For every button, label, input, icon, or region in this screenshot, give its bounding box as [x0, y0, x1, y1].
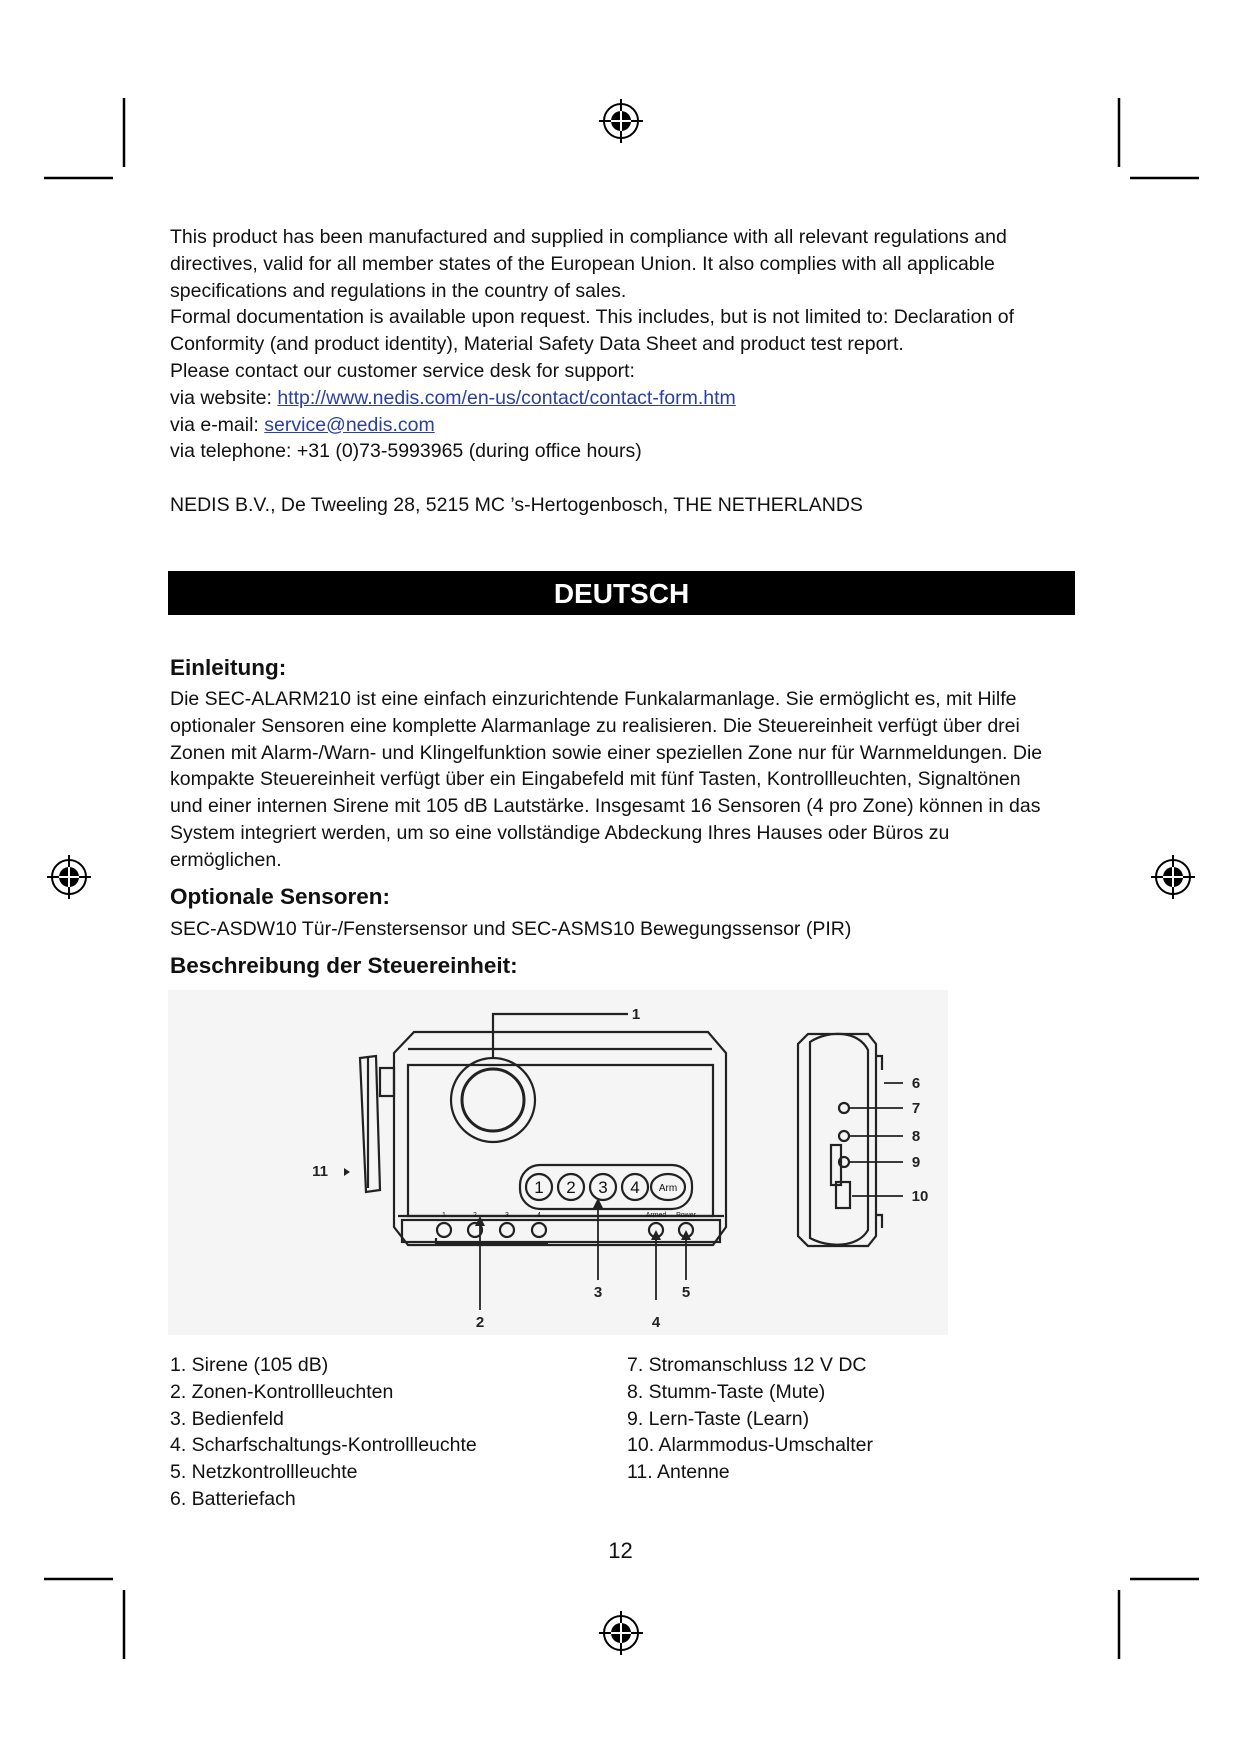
- callout-number: 2: [475, 1314, 485, 1331]
- spacer: [170, 465, 1090, 492]
- einleitung-paragraph: [170, 686, 1085, 874]
- legend-left: [170, 1352, 477, 1513]
- keypad-label: 2: [566, 1178, 576, 1197]
- keypad-label: 4: [630, 1178, 640, 1197]
- website-line: [170, 385, 1090, 412]
- compliance-line: This product has been manufactured and supplied in compliance with all relevant regulations and: [170, 226, 1007, 248]
- keypad-label: 1: [534, 1178, 544, 1197]
- einleitung-line: ermöglichen.: [170, 848, 282, 871]
- einleitung-line: kompakte Steuereinheit verfügt über ein Eingabefeld mit fünf Tasten, Kontrollleuchten, Signaltönen: [170, 768, 1021, 791]
- legend-item: 4. Scharfschaltungs-Kontrollleuchte: [170, 1434, 477, 1457]
- einleitung-heading: Einleitung:: [170, 655, 287, 680]
- callout-number: 1: [631, 1006, 641, 1023]
- led-label: 2: [473, 1212, 477, 1219]
- language-banner: DEUTSCH: [168, 571, 1075, 615]
- email-label: via e-mail:: [170, 413, 265, 436]
- email-line: [170, 412, 1090, 439]
- callout-number: 7: [911, 1100, 921, 1117]
- website-label: via website:: [170, 386, 278, 409]
- legend-item: 10. Alarmmodus-Umschalter: [627, 1434, 873, 1457]
- registration-mark-top: [599, 99, 643, 143]
- compliance-text: [170, 224, 1090, 519]
- legend-item: 5. Netzkontrollleuchte: [170, 1461, 358, 1484]
- einleitung-line: Die SEC-ALARM210 ist eine einfach einzurichtende Funkalarmanlage. Sie ermöglicht es, mit Hilfe: [170, 688, 1017, 710]
- website-link[interactable]: http://www.nedis.com/en-us/contact/contact-form.htm: [277, 386, 736, 409]
- page-number: 12: [608, 1538, 633, 1563]
- beschreibung-heading: Beschreibung der Steuereinheit:: [170, 953, 518, 978]
- compliance-line: directives, valid for all member states of the European Union. It also complies with all applicable: [170, 252, 995, 275]
- compliance-line: Conformity (and product identity), Material Safety Data Sheet and product test report.: [170, 333, 904, 356]
- email-link[interactable]: service@nedis.com: [264, 413, 435, 436]
- callout-number: 5: [681, 1284, 691, 1301]
- callout-number: 9: [911, 1154, 921, 1171]
- legend-item: 2. Zonen-Kontrollleuchten: [170, 1380, 394, 1403]
- led-label: 3: [505, 1212, 509, 1219]
- legend-item: 9. Lern-Taste (Learn): [627, 1407, 810, 1430]
- legend-item: 3. Bedienfeld: [170, 1407, 284, 1430]
- compliance-line: specifications and regulations in the country of sales.: [170, 279, 627, 302]
- compliance-line: Formal documentation is available upon request. This includes, but is not limited to: Declaration of: [170, 306, 1015, 329]
- led-label: Power: [676, 1212, 696, 1219]
- legend-item: 1. Sirene (105 dB): [170, 1354, 329, 1376]
- address-line: NEDIS B.V., De Tweeling 28, 5215 MC ’s-Hertogenbosch, THE NETHERLANDS: [170, 493, 863, 516]
- led-label: Armed: [645, 1212, 667, 1219]
- led-label: 4: [537, 1212, 541, 1219]
- callout-number: 11: [312, 1163, 328, 1180]
- telephone-line: via telephone: +31 (0)73-5993965 (during office hours): [170, 440, 642, 463]
- einleitung-line: optionaler Sensoren eine komplette Alarmanlage zu realisieren. Die Steuereinheit verfügt über drei: [170, 714, 1020, 737]
- callout-number: 6: [911, 1075, 921, 1092]
- sensoren-text: SEC-ASDW10 Tür-/Fenstersensor und SEC-ASMS10 Bewegungssensor (PIR): [170, 918, 852, 940]
- legend-item: 7. Stromanschluss 12 V DC: [627, 1354, 867, 1376]
- compliance-line: Please contact our customer service desk for support:: [170, 359, 635, 382]
- callout-number: 4: [651, 1314, 661, 1331]
- keypad-label: 3: [598, 1178, 608, 1197]
- legend-item: 11. Antenne: [627, 1461, 730, 1484]
- sensoren-heading: Optionale Sensoren:: [170, 884, 391, 909]
- registration-mark-left: [47, 855, 91, 899]
- legend-right: [627, 1352, 873, 1486]
- callout-number: 8: [911, 1128, 921, 1145]
- callout-number: 10: [911, 1188, 929, 1205]
- legend-item: 8. Stumm-Taste (Mute): [627, 1380, 826, 1403]
- einleitung-line: System integriert werden, um so eine vollständige Abdeckung Ihres Hauses oder Büros zu: [170, 821, 950, 844]
- registration-mark-right: [1151, 855, 1195, 899]
- legend-item: 6. Batteriefach: [170, 1487, 296, 1510]
- keypad-label: Arm: [658, 1183, 678, 1194]
- einleitung-line: Zonen mit Alarm-/Warn- und Klingelfunktion sowie einer speziellen Zone nur für Warnmeldungen. Die: [170, 741, 1043, 764]
- callout-number: 3: [593, 1284, 603, 1301]
- registration-mark-bottom: [599, 1611, 643, 1655]
- einleitung-line: und einer internen Sirene mit 105 dB Lautstärke. Insgesamt 16 Sensoren (4 pro Zone) können in das: [170, 795, 1041, 818]
- control-unit-diagram: [168, 990, 948, 1335]
- led-label: 1: [442, 1212, 446, 1219]
